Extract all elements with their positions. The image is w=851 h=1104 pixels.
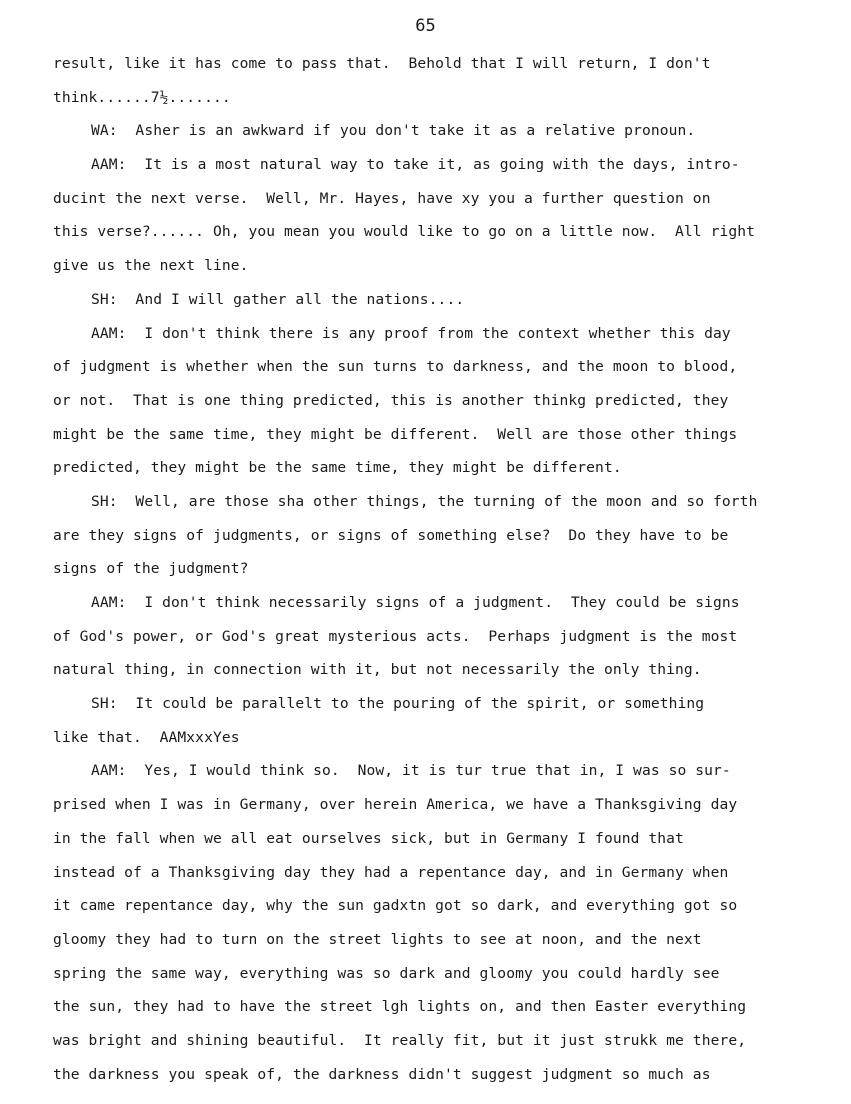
transcript-line: gloomy they had to turn on the street lights to see at noon, and the next [53,930,702,948]
transcript-line: natural thing, in connection with it, but not necessarily the only thing. [53,661,702,679]
transcript-line: in the fall when we all eat ourselves sick, but in Germany I found that [53,829,684,847]
transcript-line: ducint the next verse. Well, Mr. Hayes, have xy you a further question on [53,189,711,207]
transcript-line: AAM: I don't think there is any proof from the context whether this day [91,324,731,342]
transcript-line: was bright and shining beautiful. It really fit, but it just strukk me there, [53,1031,747,1049]
transcript-line: of judgment is whether when the sun turns to darkness, and the moon to blood, [53,358,738,376]
page-number: 65 [415,16,436,36]
transcript-line: or not. That is one thing predicted, this is another thinkg predicted, they [53,391,729,409]
transcript-line: SH: And I will gather all the nations.... [91,290,465,308]
transcript-line: instead of a Thanksgiving day they had a repentance day, and in Germany when [53,863,729,881]
transcript-line: AAM: Yes, I would think so. Now, it is tur true that in, I was so sur- [91,762,731,780]
transcript-line: are they signs of judgments, or signs of something else? Do they have to be [53,526,729,544]
transcript-line: think......7½....... [53,88,231,106]
transcript-line: WA: Asher is an awkward if you don't take it as a relative pronoun. [91,122,696,140]
transcript-line: AAM: I don't think necessarily signs of a judgment. They could be signs [91,594,740,611]
transcript-line: give us the next line. [53,257,249,275]
transcript-line: like that. AAMxxxYes [53,728,240,746]
transcript-line: predicted, they might be the same time, they might be different. [53,459,622,477]
transcript-line: it came repentance day, why the sun gadxtn got so dark, and everything got so [53,897,738,915]
transcript-line: SH: It could be parallelt to the pouring of the spirit, or something [91,695,705,713]
transcript-line: AAM: It is a most natural way to take it, as going with the days, intro- [91,156,740,174]
transcript-line: of God's power, or God's great mysterious acts. Perhaps judgment is the most [53,627,738,645]
transcript-line: signs of the judgment? [53,560,249,578]
transcript-line: might be the same time, they might be different. Well are those other things [53,425,738,443]
transcript-line: result, like it has come to pass that. Behold that I will return, I don't [53,55,711,72]
transcript-body [53,50,851,1094]
transcript-line: the darkness you speak of, the darkness didn't suggest judgment so much as [53,1065,711,1083]
transcript-line: prised when I was in Germany, over herein America, we have a Thanksgiving day [53,796,738,814]
transcript-line: this verse?...... Oh, you mean you would like to go on a little now. All right [53,223,756,241]
transcript-line: the sun, they had to have the street lgh lights on, and then Easter everything [53,998,747,1016]
transcript-line: spring the same way, everything was so dark and gloomy you could hardly see [53,964,720,982]
transcript-line: SH: Well, are those sha other things, the turning of the moon and so forth [91,492,758,510]
